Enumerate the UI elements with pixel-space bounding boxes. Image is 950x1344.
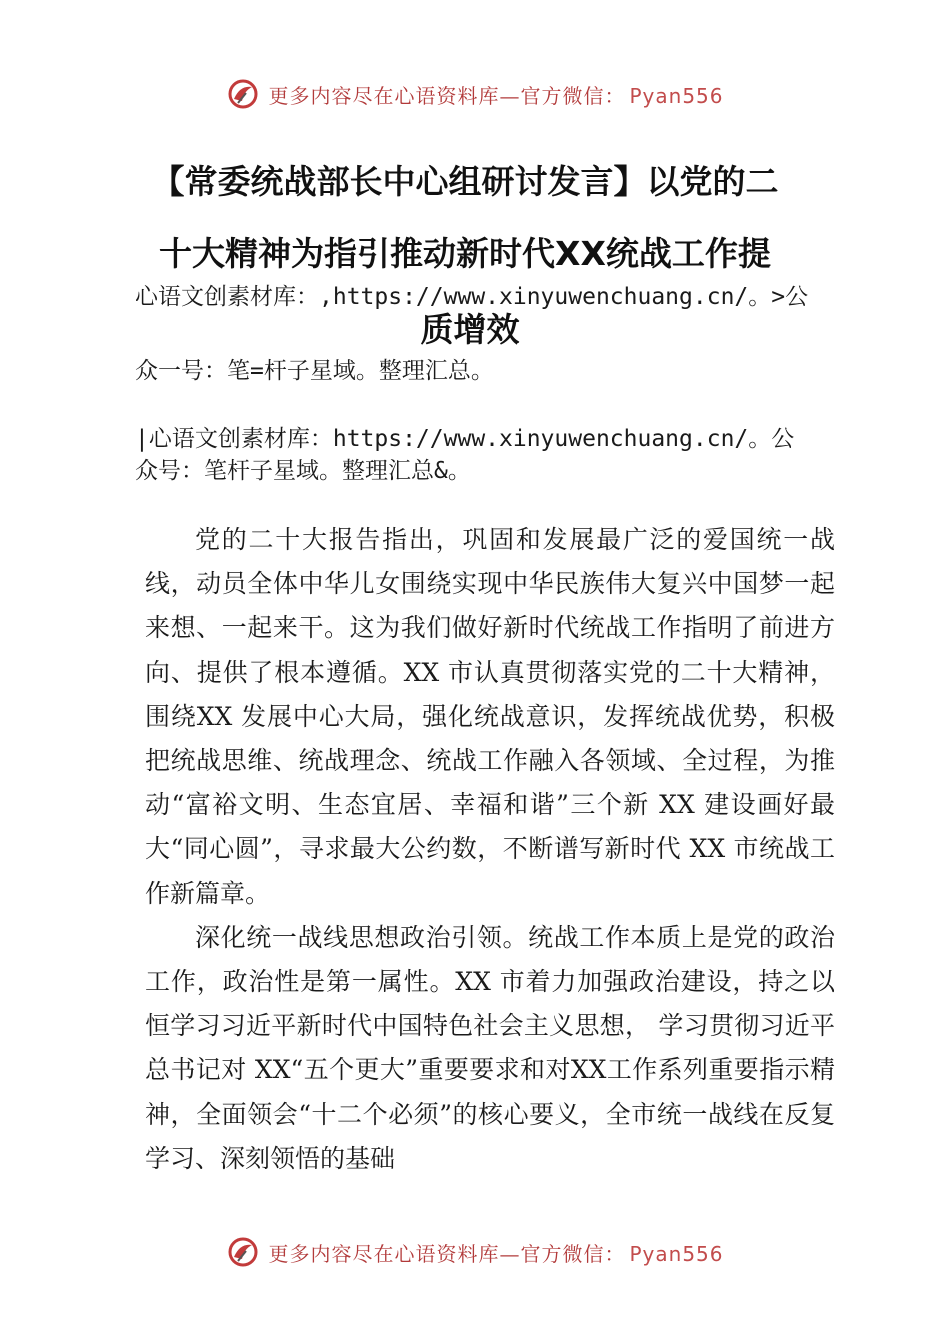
watermark-line-3: |心语文创素材库：https://www.xinyuwenchuang.cn/。公 xyxy=(135,426,795,452)
bottom-banner xyxy=(0,1232,950,1272)
document-body xyxy=(145,518,835,1181)
body-paragraph-2: 深化统一战线思想政治引领。统战工作本质上是党的政治工作，政治性是第一属性。XX 市着力加强政治建设，持之以恒学习习近平新时代中国特色社会主义思想， 学习贯彻习近平总书记对 XX“五个更大”重要要求和对XX工作系列重要指示精神，全面领会“十二个必须”的核心要义，全市统一战线在反复学习、深刻领悟的基础 xyxy=(145,922,835,1173)
page-title-line-3: 质增效 xyxy=(420,310,520,349)
page-title-line-1: 【常委统战部长中心组研讨发言】以党的二 xyxy=(151,162,779,201)
watermark-line-4: 众号：笔杆子星域。整理汇总&。 xyxy=(135,458,471,484)
red-swirl-logo-icon xyxy=(226,77,260,111)
wechat-id: Pyan556 xyxy=(629,83,724,108)
watermark-line-1: 心语文创素材库：,https://www.xinyuwenchuang.cn/。>公 xyxy=(135,284,809,310)
banner-text: 更多内容尽在心语资料库—官方微信： Pyan556 xyxy=(268,1241,724,1266)
red-swirl-logo-icon xyxy=(226,1235,260,1269)
watermark-line-2: 众一号：笔=杆子星域。整理汇总。 xyxy=(135,358,494,384)
wechat-id: Pyan556 xyxy=(629,1241,724,1266)
body-paragraph-1: 党的二十大报告指出，巩固和发展最广泛的爱国统一战线，动员全体中华儿女围绕实现中华民族伟大复兴中国梦一起来想、一起来干。这为我们做好新时代统战工作指明了前进方向、提供了根本遵循。XX 市认真贯彻落实党的二十大精神，围绕XX 发展中心大局，强化统战意识，发挥统战优势，积极把统战思维、统战理念、统战工作融入各领域、全过程，为推动“富裕文明、生态宜居、幸福和谐”三个新 XX 建设画好最大“同心圆”，寻求最大公约数，不断谱写新时代 XX 市统战工作新篇章。 xyxy=(145,525,835,908)
banner-text: 更多内容尽在心语资料库—官方微信： Pyan556 xyxy=(268,83,724,108)
top-banner xyxy=(0,74,950,114)
page-title-line-2: 十大精神为指引推动新时代XX统战工作提 xyxy=(159,234,771,273)
